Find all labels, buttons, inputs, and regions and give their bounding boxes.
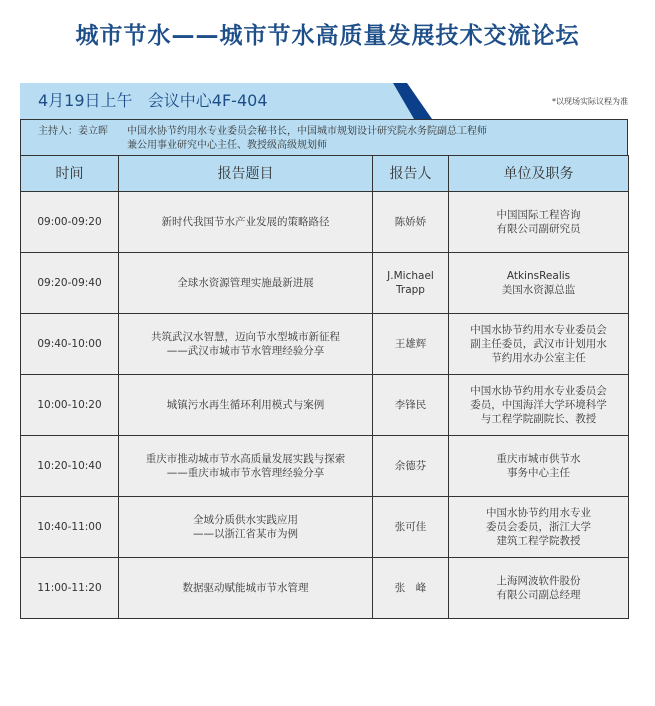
topic-cell [119, 436, 373, 497]
topic-line: 全域分质供水实践应用 [193, 514, 298, 526]
speaker-cell [373, 253, 449, 314]
org-line: 中国国际工程咨询 [496, 209, 581, 221]
topic-line: 重庆市推动城市节水高质量发展实践与探索 [145, 453, 346, 465]
org-cell [449, 375, 629, 436]
speaker-line: 余德芬 [394, 460, 427, 472]
org-line: 委员，中国海洋大学环境科学 [470, 399, 607, 411]
topic-line: 数据驱动赋能城市节水管理 [182, 582, 309, 594]
speaker-line: Trapp [396, 284, 425, 296]
speaker-line: 张 峰 [394, 582, 427, 594]
host-desc-line: 中国水协节约用水专业委员会秘书长，中国城市规划设计研究院水务院副总工程师 [127, 126, 487, 137]
topic-line: ——以浙江省某市为例 [193, 528, 298, 540]
table-row [21, 253, 629, 314]
org-line: 建筑工程学院教授 [496, 535, 581, 547]
org-cell [449, 497, 629, 558]
org-line: 中国水协节约用水专业委员会 [470, 324, 607, 336]
org-line: 有限公司副总经理 [496, 589, 581, 601]
topic-line: ——重庆市城市节水管理经验分享 [166, 467, 325, 479]
topic-line: 新时代我国节水产业发展的策略路径 [161, 216, 330, 228]
speaker-cell [373, 558, 449, 619]
time-cell: 10:20-10:40 [21, 436, 119, 497]
table-row [21, 192, 629, 253]
time-cell: 09:20-09:40 [21, 253, 119, 314]
speaker-line: 王雄辉 [394, 338, 427, 350]
speaker-cell [373, 436, 449, 497]
org-line: 中国水协节约用水专业 [486, 507, 591, 519]
topic-line: 共筑武汉水智慧，迈向节水型城市新征程 [151, 331, 340, 343]
time-cell: 09:40-10:00 [21, 314, 119, 375]
topic-cell [119, 558, 373, 619]
topic-cell [119, 497, 373, 558]
header-time: 时间 [21, 156, 119, 192]
speaker-cell [373, 375, 449, 436]
header-organization: 单位及职务 [449, 156, 629, 192]
header-topic: 报告题目 [119, 156, 373, 192]
org-line: 上海网波软件股份 [496, 575, 581, 587]
session-banner [20, 83, 628, 119]
speaker-line: 陈娇娇 [394, 216, 427, 228]
table-row [21, 558, 629, 619]
org-cell [449, 558, 629, 619]
topic-cell [119, 375, 373, 436]
org-line: 节约用水办公室主任 [491, 352, 586, 364]
host-row [20, 119, 628, 156]
org-cell [449, 314, 629, 375]
page-title: 城市节水——城市节水高质量发展技术交流论坛 [75, 23, 580, 49]
topic-line: 城镇污水再生循环利用模式与案例 [166, 399, 325, 411]
topic-line: ——武汉市城市节水管理经验分享 [166, 345, 325, 357]
table-row [21, 375, 629, 436]
org-line: 中国水协节约用水专业委员会 [470, 385, 607, 397]
org-line: 有限公司副研究员 [496, 223, 581, 235]
table-header-row [21, 156, 629, 192]
table-row [21, 497, 629, 558]
org-line: 事务中心主任 [507, 467, 570, 479]
topic-line: 全球水资源管理实施最新进展 [177, 277, 314, 289]
speaker-cell [373, 314, 449, 375]
topic-cell [119, 253, 373, 314]
header-speaker: 报告人 [373, 156, 449, 192]
table-row [21, 314, 629, 375]
org-line: 美国水资源总监 [501, 284, 576, 296]
speaker-cell [373, 497, 449, 558]
org-line: AtkinsRealis [506, 270, 571, 282]
org-cell [449, 436, 629, 497]
speaker-line: J.Michael [387, 270, 434, 282]
speaker-line: 张可佳 [394, 521, 427, 533]
host-description [127, 125, 487, 153]
org-line: 委员会委员，浙江大学 [486, 521, 591, 533]
schedule-table [20, 155, 629, 619]
host-desc-line: 兼公用事业研究中心主任、教授级高级规划师 [127, 140, 327, 151]
host-label: 主持人：姜立晖 [38, 126, 108, 137]
time-cell: 11:00-11:20 [21, 558, 119, 619]
topic-cell [119, 192, 373, 253]
org-line: 重庆市城市供节水 [496, 453, 581, 465]
speaker-line: 李锋民 [394, 399, 427, 411]
topic-cell [119, 314, 373, 375]
org-line: 副主任委员，武汉市计划用水 [470, 338, 607, 350]
speaker-cell [373, 192, 449, 253]
time-cell: 09:00-09:20 [21, 192, 119, 253]
time-cell: 10:00-10:20 [21, 375, 119, 436]
table-row [21, 436, 629, 497]
org-line: 与工程学院副院长、教授 [480, 413, 597, 425]
org-cell [449, 253, 629, 314]
session-heading: 4月19日上午 会议中心4F-404 [38, 91, 268, 110]
org-cell [449, 192, 629, 253]
agenda-note: *以现场实际议程为准 [552, 97, 628, 106]
time-cell: 10:40-11:00 [21, 497, 119, 558]
